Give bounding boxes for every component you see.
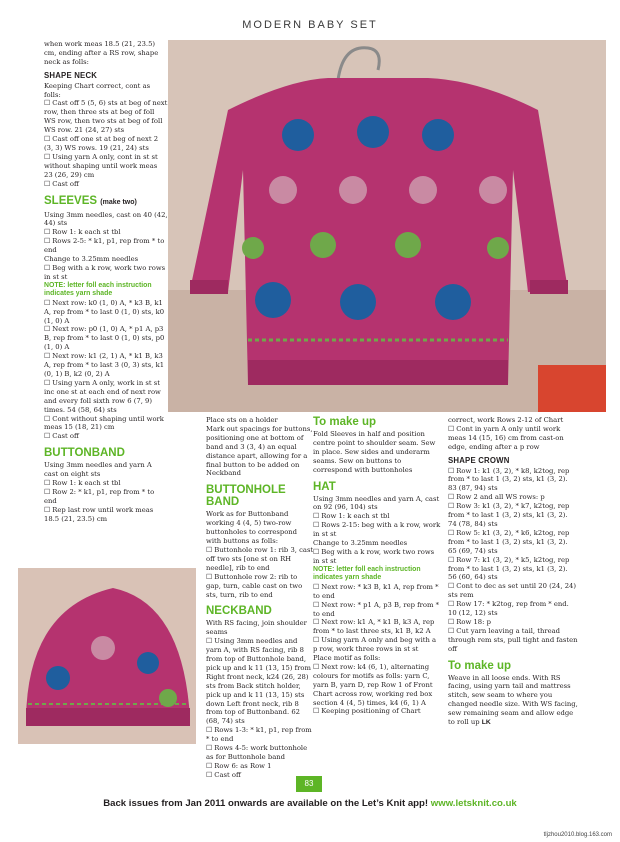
instruction: ☐ Row 17: * k2tog, rep from * end. 10 (12, 12) sts	[448, 600, 578, 618]
make-up-heading-2: To make up	[448, 659, 512, 672]
instruction: ☐ Cast off	[44, 432, 168, 441]
footer: Back issues from Jan 2011 onwards are available on the Let’s Knit app! www.letsknit.co.uk	[103, 798, 517, 809]
shape-crown-heading: SHAPE CROWN	[448, 455, 510, 465]
buttonhole-band-heading: BUTTONHOLE BAND	[206, 484, 286, 509]
instruction: ☐ Next row: * p1 A, p3 B, rep from * to end	[313, 601, 441, 619]
instruction: ☐ Rows 1-3: * k1, p1, rep from * to end	[206, 726, 314, 744]
instruction: ☐ Rows 4-5: work buttonhole as for Buttonhole band	[206, 744, 314, 762]
instruction: ☐ Row 18: p	[448, 618, 578, 627]
page-number: 83	[296, 776, 322, 792]
instruction: ☐ Row 2 and all WS rows: p	[448, 493, 578, 502]
instruction: ☐ Row 6: as Row 1	[206, 762, 314, 771]
hat-illustration	[18, 568, 196, 744]
instruction: ☐ Cont without shaping until work meas 15 (18, 21) cm	[44, 415, 168, 433]
instruction: ☐ Next row: k1 (2, 1) A, * k1 B, k3 A, rep from * to last 3 (0, 3) sts, k1 (0, 1) B, k2 (0, 2) A	[44, 352, 168, 379]
hat-photo	[18, 568, 196, 744]
instruction: ☐ Next row: k0 (1, 0) A, * k3 B, k1 A, rep from * to last 0 (1, 0) sts, k0 (1, 0) A	[44, 299, 168, 326]
instruction: ☐ Cast off 5 (5, 6) sts at beg of next row, then three sts at beg of foll WS row, then two sts at beg of foll WS row. 21 (24, 27) sts	[44, 99, 168, 135]
instruction: ☐ Cut yarn leaving a tail, thread through rem sts, pull tight and fasten off	[448, 627, 578, 654]
intro-text: when work meas 18.5 (21, 23.5) cm, ending after a RS row, shape neck as folls:	[44, 40, 159, 66]
neckband-heading: NECKBAND	[206, 605, 272, 618]
sleeves-heading: SLEEVES (make two)	[44, 194, 137, 207]
instruction: ☐ Row 1: k each st tbl	[44, 479, 168, 488]
instruction: ☐ Row 1: k each st tbl	[313, 512, 441, 521]
make-up-heading: To make up	[313, 416, 377, 428]
instruction: ☐ Beg with a k row, work two rows in st st	[44, 264, 168, 282]
instruction: ☐ Buttonhole row 1: rib 3, cast off two sts [one st on RH needle], rib to end	[206, 546, 314, 573]
instruction: ☐ Keeping positioning of Chart	[313, 707, 441, 716]
instruction: ☐ Row 2: * k1, p1, rep from * to end	[44, 488, 168, 506]
instruction: ☐ Next row: p0 (1, 0) A, * p1 A, p3 B, rep from * to last 0 (1, 0) sts, p0 (1, 0) A	[44, 325, 168, 352]
buttonband-heading: BUTTONBAND	[44, 447, 125, 460]
instruction: ☐ Cont in yarn A only until work meas 14 (15, 16) cm from cast-on edge, ending after a p row	[448, 425, 578, 452]
column-3: To make up Fold Sleeves in half and position centre point to shoulder seam. Sew in place. Sew sides and underarm seams. Sew on buttons to correspond with buttonholes HAT Using 3mm needles and yarn A, cast on 92 (96, 104) sts ☐ Row 1: k each st tbl ☐ Rows 2-15: beg with a k row, work in st st Change to 3.25mm needles ☐ Beg with a k row, work two rows in st st NOTE: letter foll each instruction indicates yarn shade ☐ Next row: * k3 B, k1 A, rep from * to end ☐ Next row: * p1 A, p3 B, rep from * to end ☐ Next row: k1 A, * k1 B, k3 A, rep from * to last three sts, k1 B, k2 A ☐ Using yarn A only and beg with a p row, work three rows in st st Place motif as folls: ☐ Next row: k4 (6, 1), alternating colours for motifs as folls: yarn C, yarn B, yarn D, rep Row 1 of Front Chart across row, working red box section 4 (4, 5) times, k4 (6, 1) A ☐ Keeping positioning of Chart	[313, 416, 441, 716]
shape-neck-heading: SHAPE NECK	[44, 70, 98, 80]
watermark: tljzhou2010.blog.163.com	[543, 832, 612, 838]
instruction: ☐ Row 7: k1 (3, 2), * k5, k2tog, rep from * to last 1 (3, 2) sts, k1 (3, 2). 56 (60, 64) sts	[448, 556, 578, 583]
instruction: ☐ Row 1: k each st tbl	[44, 228, 168, 237]
instruction: ☐ Buttonhole row 2: rib to gap, turn, cable cast on two sts, turn, rib to end	[206, 573, 314, 600]
cardigan-photo	[168, 40, 606, 412]
signoff: LK	[481, 719, 491, 727]
instruction: ☐ Using yarn A only, work in st st inc one st at each end of next row and every foll sixth row 6 (7, 9) times. 54 (58, 64) sts	[44, 379, 168, 415]
instruction: ☐ Cast off	[206, 771, 314, 780]
yarn-note: NOTE: letter foll each instruction indicates yarn shade	[44, 281, 152, 298]
instruction: ☐ Beg with a k row, work two rows in st st	[313, 548, 441, 566]
instruction: ☐ Using yarn A only, cont in st st without shaping until work meas 23 (26, 29) cm	[44, 153, 168, 180]
cardigan-illustration	[168, 40, 606, 412]
instruction: ☐ Rows 2-15: beg with a k row, work in st st	[313, 521, 441, 539]
instruction: ☐ Cont to dec as set until 20 (24, 24) sts rem	[448, 582, 578, 600]
instruction: ☐ Using yarn A only and beg with a p row, work three rows in st st	[313, 636, 441, 654]
column-1: when work meas 18.5 (21, 23.5) cm, ending after a RS row, shape neck as folls: SHAPE NECK Keeping Chart correct, cont as folls: ☐ Cast off 5 (5, 6) sts at beg of next row, then three sts at beg of foll WS row, then two sts at beg of foll WS row. 21 (24, 27) sts ☐ Cast off one st at beg of next 2 (3, 3) WS rows. 19 (21, 24) sts ☐ Using yarn A only, cont in st st without shaping until work meas 23 (26, 29) cm ☐ Cast off SLEEVES (make two) Using 3mm needles, cast on 40 (42, 44) sts ☐ Row 1: k each st tbl ☐ Rows 2-5: * k1, p1, rep from * to end Change to 3.25mm needles ☐ Beg with a k row, work two rows in st st NOTE: letter foll each instruction indicates yarn shade ☐ Next row: k0 (1, 0) A, * k3 B, k1 A, rep from * to last 0 (1, 0) sts, k0 (1, 0) A ☐ Next row: p0 (1, 0) A, * p1 A, p3 B, rep from * to last 0 (1, 0) sts, p0 (1, 0) A ☐ Next row: k1 (2, 1) A, * k1 B, k3 A, rep from * to last 3 (0, 3) sts, k1 (0, 1) B, k2 (0, 2) A ☐ Using yarn A only, work in st st inc one st at each end of next row and every foll sixth row 6 (7, 9) times. 54 (58, 64) sts ☐ Cont without shaping until work meas 15 (18, 21) cm ☐ Cast off BUTTONBAND Using 3mm needles and yarn A cast on eight sts ☐ Row 1: k each st tbl ☐ Row 2: * k1, p1, rep from * to end ☐ Rep last row until work meas 18.5 (21, 23.5) cm	[44, 40, 168, 524]
instruction: ☐ Row 3: k1 (3, 2), * k7, k2tog, rep from * to last 1 (3, 2) sts, k1 (3, 2). 74 (78, 84) sts	[448, 502, 578, 529]
instruction: ☐ Next row: * k3 B, k1 A, rep from * to end	[313, 583, 441, 601]
yarn-note: NOTE: letter foll each instruction indicates yarn shade	[313, 565, 421, 582]
instruction: ☐ Row 5: k1 (3, 2), * k6, k2tog, rep from * to last 1 (3, 2) sts, k1 (3, 2). 65 (69, 74) sts	[448, 529, 578, 556]
instruction: ☐ Using 3mm needles and yarn A, with RS facing, rib 8 from top of Buttonhole band, pick up and k 11 (13, 15) from Right front neck, k24 (26, 28) sts from Back stitch holder, pick up and k 11 (13, 15) sts down Left front neck, rib 8 from top of Buttonband. 62 (68, 74) sts	[206, 637, 314, 726]
column-2: Place sts on a holder Mark out spacings for buttons, positioning one at bottom of band and 3 (3, 4) an equal distance apart, allowing for a final button to be added on Neckband BUTTONHOLE BAND Work as for Buttonband working 4 (4, 5) two-row buttonholes to correspond with buttons as folls: ☐ Buttonhole row 1: rib 3, cast off two sts [one st on RH needle], rib to end ☐ Buttonhole row 2: rib to gap, turn, cable cast on two sts, turn, rib to end NECKBAND With RS facing, join shoulder seams ☐ Using 3mm needles and yarn A, with RS facing, rib 8 from top of Buttonhole band, pick up and k 11 (13, 15) from Right front neck, k24 (26, 28) sts from Back stitch holder, pick up and k 11 (13, 15) sts down Left front neck, rib 8 from top of Buttonband. 62 (68, 74) sts ☐ Rows 1-3: * k1, p1, rep from * to end ☐ Rows 4-5: work buttonhole as for Buttonhole band ☐ Row 6: as Row 1 ☐ Cast off	[206, 416, 314, 780]
instruction: ☐ Rows 2-5: * k1, p1, rep from * to end	[44, 237, 168, 255]
hat-heading: HAT	[313, 480, 336, 493]
instruction: ☐ Cast off one st at beg of next 2 (3, 3) WS rows. 19 (21, 24) sts	[44, 135, 168, 153]
instruction: ☐ Rep last row until work meas 18.5 (21, 23.5) cm	[44, 506, 168, 524]
website-link[interactable]: www.letsknit.co.uk	[430, 798, 517, 809]
instruction: ☐ Cast off	[44, 180, 168, 189]
instruction: ☐ Next row: k1 A, * k1 B, k3 A, rep from * to last three sts, k1 B, k2 A	[313, 618, 441, 636]
instruction: ☐ Next row: k4 (6, 1), alternating colours for motifs as folls: yarn C, yarn B, yarn D, rep Row 1 of Front Chart across row, working red box section 4 (4, 5) times, k4 (6, 1) A	[313, 663, 441, 708]
column-4: correct, work Rows 2-12 of Chart ☐ Cont in yarn A only until work meas 14 (15, 16) cm from cast-on edge, ending after a p row SHAPE CROWN ☐ Row 1: k1 (3, 2), * k8, k2tog, rep from * to last 1 (3, 2) sts, k1 (3, 2). 83 (87, 94) sts ☐ Row 2 and all WS rows: p ☐ Row 3: k1 (3, 2), * k7, k2tog, rep from * to last 1 (3, 2) sts, k1 (3, 2). 74 (78, 84) sts ☐ Row 5: k1 (3, 2), * k6, k2tog, rep from * to last 1 (3, 2) sts, k1 (3, 2). 65 (69, 74) sts ☐ Row 7: k1 (3, 2), * k5, k2tog, rep from * to last 1 (3, 2) sts, k1 (3, 2). 56 (60, 64) sts ☐ Cont to dec as set until 20 (24, 24) sts rem ☐ Row 17: * k2tog, rep from * end. 10 (12, 12) sts ☐ Row 18: p ☐ Cut yarn leaving a tail, thread through rem sts, pull tight and fasten off To make up Weave in all loose ends. With RS facing, using yarn tail and mattress stitch, sew seam to where you changed needle size. With WS facing, sew remaining seam and allow edge to roll up LK	[448, 416, 578, 728]
page-header: MODERN BABY SET	[242, 19, 378, 31]
instruction: ☐ Row 1: k1 (3, 2), * k8, k2tog, rep from * to last 1 (3, 2) sts, k1 (3, 2). 83 (87, 94) sts	[448, 467, 578, 494]
